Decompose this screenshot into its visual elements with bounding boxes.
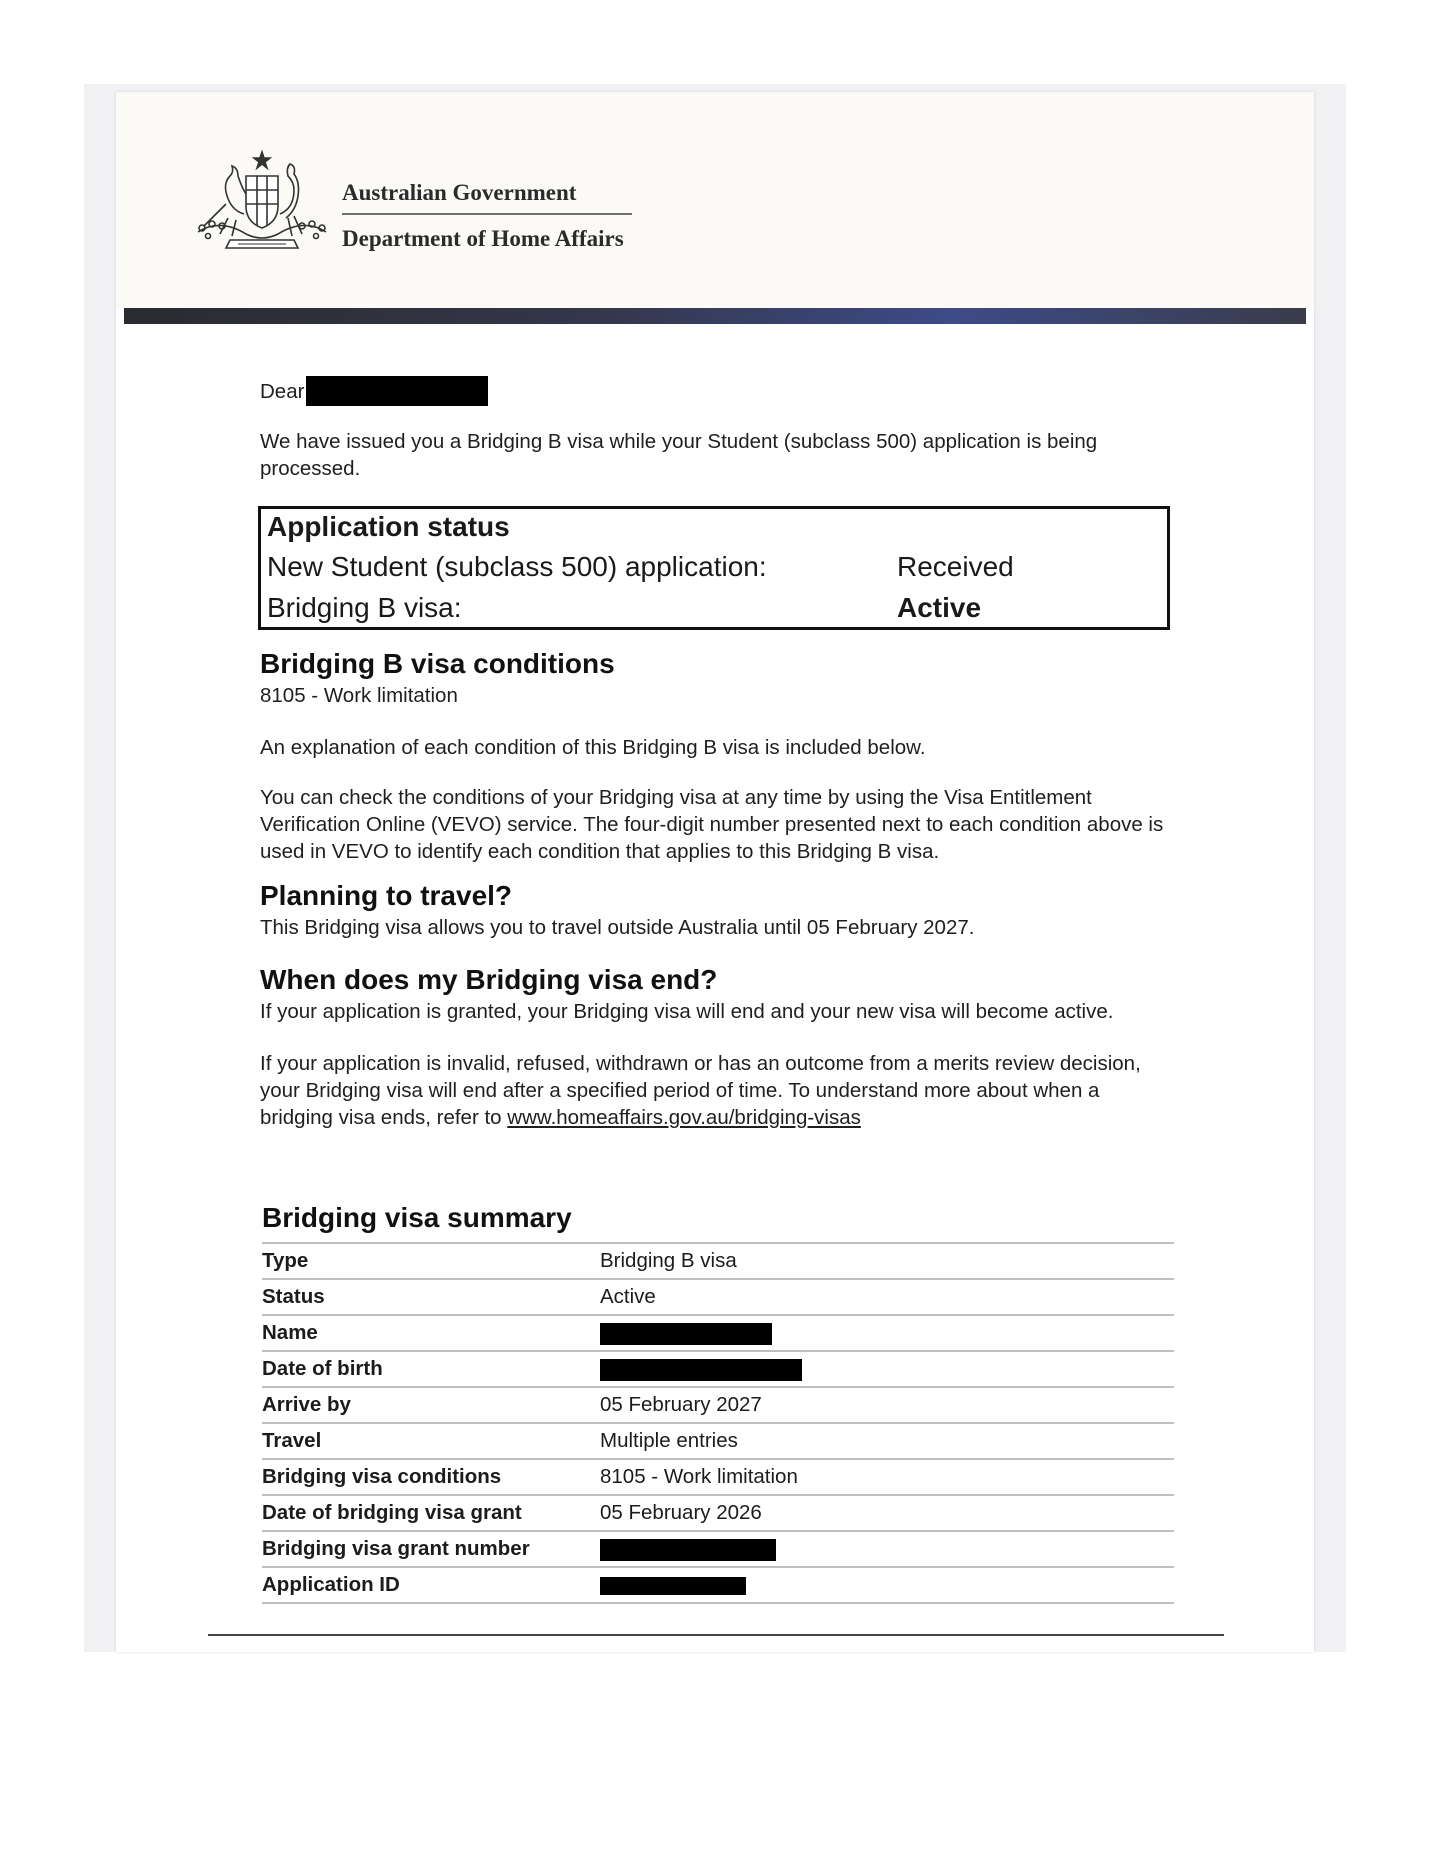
bridging-visas-link[interactable]: www.homeaffairs.gov.au/bridging-visas bbox=[507, 1106, 861, 1129]
visa-end-refused-text: If your application is invalid, refused, withdrawn or has an outcome from a merits review decision, your Bridging visa will end after a specified period of time. To understand more about when a bridging visa ends, refer to bbox=[260, 1052, 1141, 1129]
summary-label: Bridging visa conditions bbox=[262, 1459, 598, 1495]
visa-end-granted: If your application is granted, your Bridging visa will end and your new visa will become active. bbox=[260, 1000, 1114, 1023]
summary-label: Application ID bbox=[262, 1567, 598, 1603]
summary-value bbox=[598, 1351, 1174, 1387]
visa-end-heading: When does my Bridging visa end? bbox=[260, 964, 718, 995]
table-row bbox=[262, 1531, 1174, 1567]
table-row bbox=[262, 1423, 1174, 1459]
table-row bbox=[262, 1459, 1174, 1495]
condition-item: 8105 - Work limitation bbox=[260, 684, 458, 707]
travel-heading: Planning to travel? bbox=[260, 880, 513, 911]
travel-text: This Bridging visa allows you to travel outside Australia until 05 February 2027. bbox=[260, 916, 975, 939]
status-row-value: Active bbox=[897, 592, 982, 623]
table-row bbox=[262, 1315, 1174, 1351]
summary-label: Travel bbox=[262, 1423, 598, 1459]
application-status-box bbox=[258, 506, 1170, 630]
salutation-text: Dear bbox=[260, 380, 305, 403]
summary-label: Status bbox=[262, 1279, 598, 1315]
summary-label: Date of birth bbox=[262, 1351, 598, 1387]
redacted-value bbox=[600, 1539, 776, 1561]
conditions-heading: Bridging B visa conditions bbox=[260, 648, 615, 679]
status-row bbox=[267, 551, 1014, 583]
summary-value: 05 February 2026 bbox=[598, 1495, 1174, 1531]
redacted-name bbox=[306, 376, 488, 406]
letterhead-divider bbox=[342, 213, 632, 215]
status-row-value: Received bbox=[897, 551, 1014, 582]
summary-label: Name bbox=[262, 1315, 598, 1351]
department-name: Department of Home Affairs bbox=[342, 226, 624, 251]
status-row-label: Bridging B visa: bbox=[267, 592, 462, 623]
summary-value: Bridging B visa bbox=[598, 1243, 1174, 1279]
redacted-value bbox=[600, 1323, 772, 1345]
table-row bbox=[262, 1495, 1174, 1531]
summary-value bbox=[598, 1315, 1174, 1351]
summary-value: Multiple entries bbox=[598, 1423, 1174, 1459]
letterhead bbox=[116, 92, 1314, 310]
table-row bbox=[262, 1387, 1174, 1423]
redacted-value bbox=[600, 1577, 746, 1595]
vevo-paragraph: You can check the conditions of your Bridging visa at any time by using the Visa Entitlement Verification Online (VEVO) service. The four-digit number presented next to each condition above is used in VEVO to identify each condition that applies to this Bridging B visa. bbox=[260, 786, 1164, 863]
table-row bbox=[262, 1279, 1174, 1315]
summary-label: Type bbox=[262, 1243, 598, 1279]
summary-value: 8105 - Work limitation bbox=[598, 1459, 1174, 1495]
summary-value: Active bbox=[598, 1279, 1174, 1315]
summary-value bbox=[598, 1567, 1174, 1603]
status-row bbox=[267, 592, 982, 624]
letter-page bbox=[116, 92, 1314, 1652]
summary-value bbox=[598, 1531, 1174, 1567]
summary-value: 05 February 2027 bbox=[598, 1387, 1174, 1423]
conditions-explanation: An explanation of each condition of this Bridging B visa is included below. bbox=[260, 736, 926, 759]
coat-of-arms-icon bbox=[190, 148, 334, 258]
summary-label: Arrive by bbox=[262, 1387, 598, 1423]
summary-label: Bridging visa grant number bbox=[262, 1531, 598, 1567]
summary-heading: Bridging visa summary bbox=[262, 1202, 572, 1233]
status-row-label: New Student (subclass 500) application: bbox=[267, 551, 767, 582]
table-row bbox=[262, 1567, 1174, 1603]
intro-paragraph: We have issued you a Bridging B visa while your Student (subclass 500) application is being processed. bbox=[260, 430, 1098, 480]
status-box-title: Application status bbox=[267, 511, 510, 542]
visa-end-refused bbox=[260, 1050, 1170, 1131]
visa-summary-table bbox=[262, 1242, 1174, 1604]
letterhead-banner bbox=[124, 308, 1306, 324]
government-name: Australian Government bbox=[342, 180, 577, 205]
redacted-value bbox=[600, 1359, 802, 1381]
footer-divider bbox=[208, 1634, 1224, 1636]
table-row bbox=[262, 1243, 1174, 1279]
salutation bbox=[260, 376, 488, 406]
table-row bbox=[262, 1351, 1174, 1387]
summary-label: Date of bridging visa grant bbox=[262, 1495, 598, 1531]
